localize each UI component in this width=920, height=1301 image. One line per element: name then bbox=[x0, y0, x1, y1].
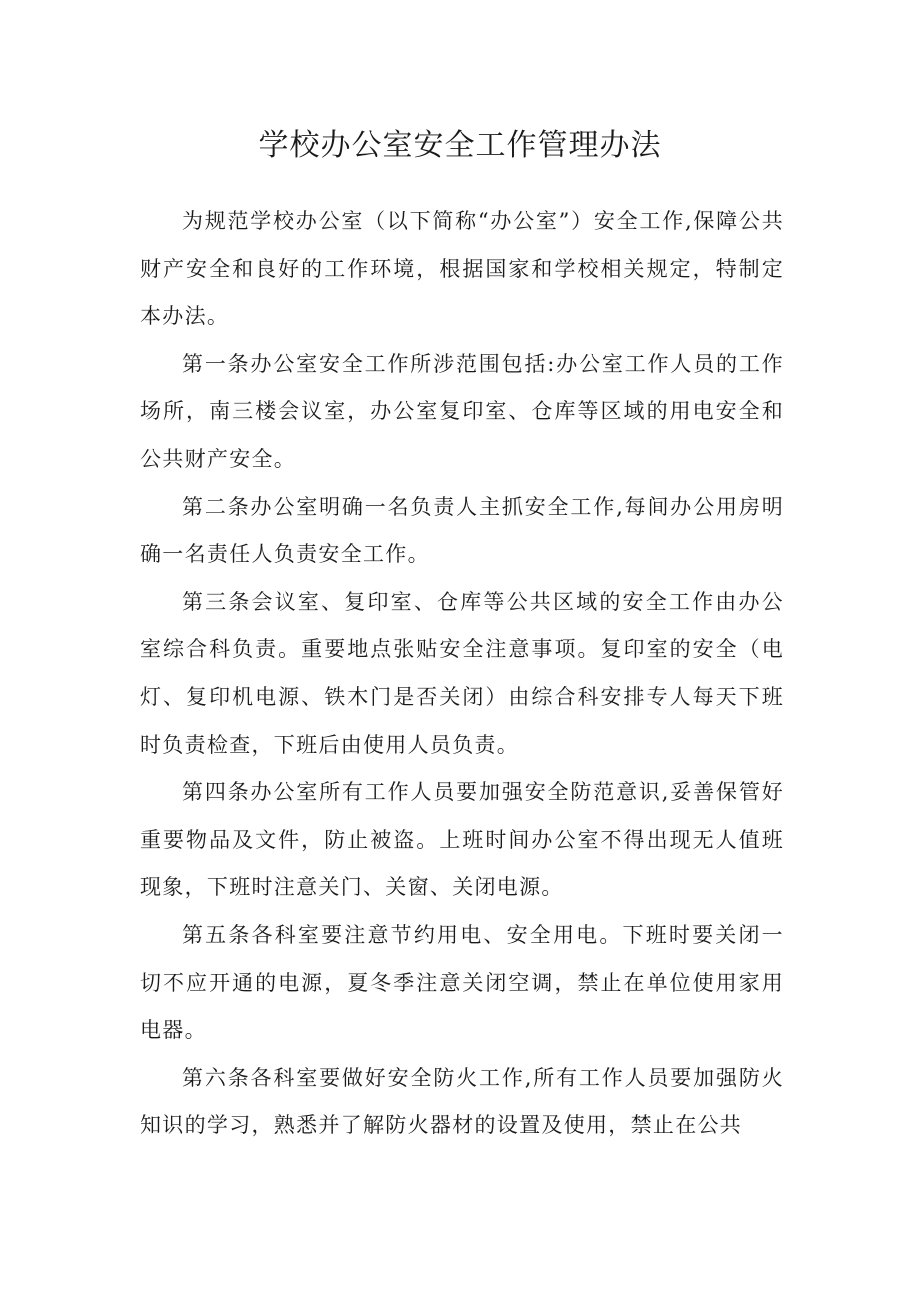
paragraph-article-6: 第六条各科室要做好安全防火工作,所有工作人员要加强防火知识的学习，熟悉并了解防火器材的设置及使用，禁止在公共 bbox=[140, 1065, 784, 1138]
paragraph-intro: 为规范学校办公室（以下简称“办公室”）安全工作,保障公共财产安全和良好的工作环境，根据国家和学校相关规定，特制定本办法。 bbox=[140, 209, 784, 329]
document-body bbox=[140, 198, 784, 1150]
document-title: 学校办公室安全工作管理办法 bbox=[258, 128, 662, 163]
paragraph-article-1: 第一条办公室安全工作所涉范围包括:办公室工作人员的工作场所，南三楼会议室，办公室复印室、仓库等区域的用电安全和公共财产安全。 bbox=[140, 351, 784, 471]
paragraph-article-3: 第三条会议室、复印室、仓库等公共区域的安全工作由办公室综合科负责。重要地点张贴安全注意事项。复印室的安全（电灯、复印机电源、铁木门是否关闭）由综合科安排专人每天下班时负责检查，下班后由使用人员负责。 bbox=[140, 589, 784, 757]
paragraph-article-5: 第五条各科室要注意节约用电、安全用电。下班时要关闭一切不应开通的电源，夏冬季注意关闭空调，禁止在单位使用家用电器。 bbox=[140, 922, 784, 1043]
paragraph-article-4: 第四条办公室所有工作人员要加强安全防范意识,妥善保管好重要物品及文件，防止被盗。上班时间办公室不得出现无人值班现象，下班时注意关门、关窗、关闭电源。 bbox=[140, 780, 784, 900]
paragraph-article-2: 第二条办公室明确一名负责人主抓安全工作,每间办公用房明确一名责任人负责安全工作。 bbox=[140, 494, 784, 567]
